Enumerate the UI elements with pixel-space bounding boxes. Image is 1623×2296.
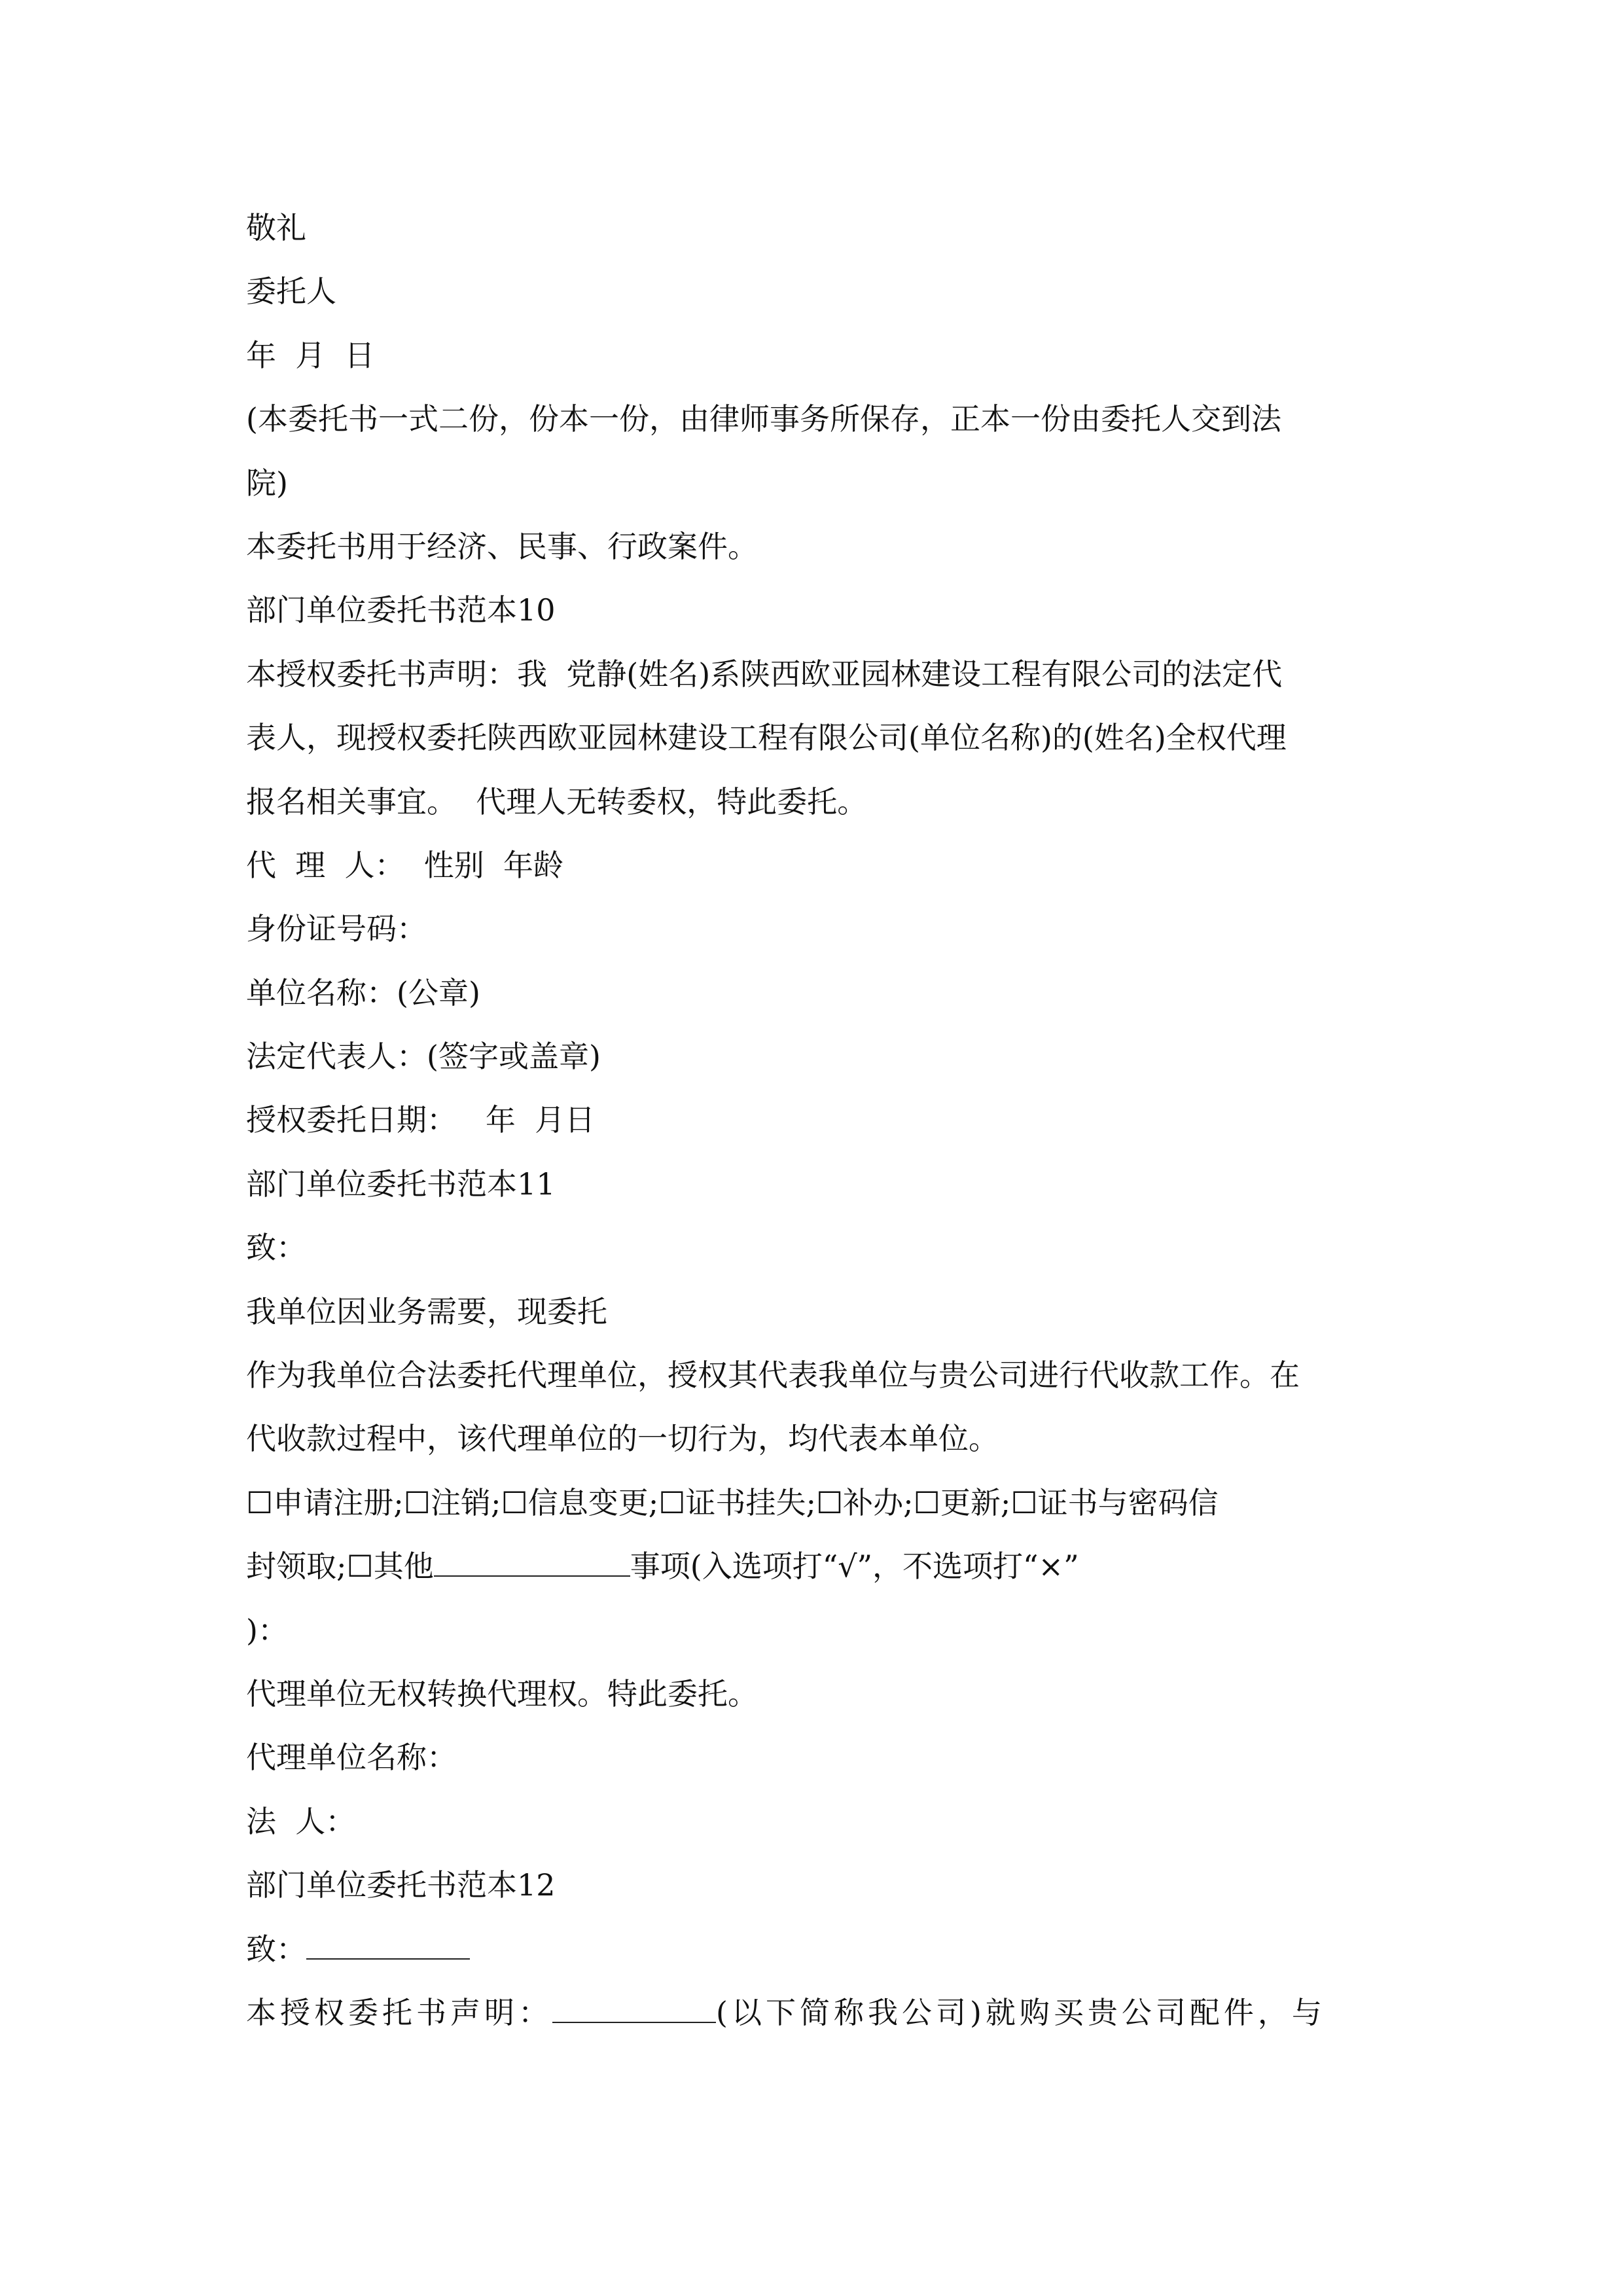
fill-in-blank: [306, 1928, 470, 1960]
text-line: )：: [246, 1612, 288, 1648]
text-segment: (以下简称我公司)就购买贵公司配件，与: [716, 1994, 1326, 2030]
text-line: 单位名称：(公章): [246, 975, 480, 1011]
text-line: 表人，现授权委托陕西欧亚园林建设工程有限公司(单位名称)的(姓名)全权代理: [246, 720, 1287, 756]
fill-in-blank: [552, 1992, 716, 2023]
text-line: 代理单位名称：: [246, 1740, 457, 1776]
text-line: 代 理 人： 性别 年龄: [246, 847, 563, 883]
section-heading: 部门单位委托书范本10: [246, 592, 556, 628]
text-line: 法定代表人：(签字或盖章): [246, 1039, 601, 1075]
fill-in-blank: [434, 1545, 630, 1577]
section-heading: 部门单位委托书范本11: [246, 1166, 556, 1202]
text-line: 报名相关事宜。 代理人无转委权，特此委托。: [246, 783, 868, 819]
text-line: 代收款过程中，该代理单位的一切行为，均代表本单位。: [246, 1421, 999, 1457]
text-line: 委托人: [246, 274, 336, 310]
text-line: 我单位因业务需要，现委托: [246, 1293, 607, 1329]
text-line: [246, 1981, 1378, 2045]
text-segment: 本授权委托书声明：: [246, 1994, 552, 2030]
text-segment: 封领取;☐其他: [246, 1549, 434, 1585]
text-line: 年 月 日: [246, 337, 375, 373]
text-line: (本委托书一式二份，份本一份，由律师事务所保存，正本一份由委托人交到法: [246, 401, 1281, 437]
document-body: [246, 196, 1378, 2045]
text-line: 敬礼: [246, 210, 306, 245]
text-line: 身份证号码：: [246, 911, 427, 947]
text-line: 授权委托日期： 年 月日: [246, 1102, 596, 1138]
checkbox-options-line: [246, 1535, 1378, 1598]
text-line: 致：: [246, 1230, 306, 1266]
text-line: 本委托书用于经济、民事、行政案件。: [246, 528, 758, 564]
text-line: 本授权委托书声明：我 党静(姓名)系陕西欧亚园林建设工程有限公司的法定代: [246, 656, 1283, 692]
text-line: 作为我单位合法委托代理单位，授权其代表我单位与贵公司进行代收款工作。在: [246, 1357, 1300, 1393]
text-line: 法 人：: [246, 1803, 356, 1839]
text-segment: 事项(入选项打“√”，不选项打“×”: [630, 1549, 1079, 1585]
text-line: [246, 1918, 1378, 1981]
section-heading: 部门单位委托书范本12: [246, 1867, 556, 1903]
checkbox-options-line: ☐申请注册;☐注销;☐信息变更;☐证书挂失;☐补办;☐更新;☐证书与密码信: [246, 1484, 1219, 1520]
text-segment: 致：: [246, 1931, 306, 1967]
text-line: 代理单位无权转换代理权。特此委托。: [246, 1676, 758, 1712]
text-line: 院): [246, 465, 288, 501]
